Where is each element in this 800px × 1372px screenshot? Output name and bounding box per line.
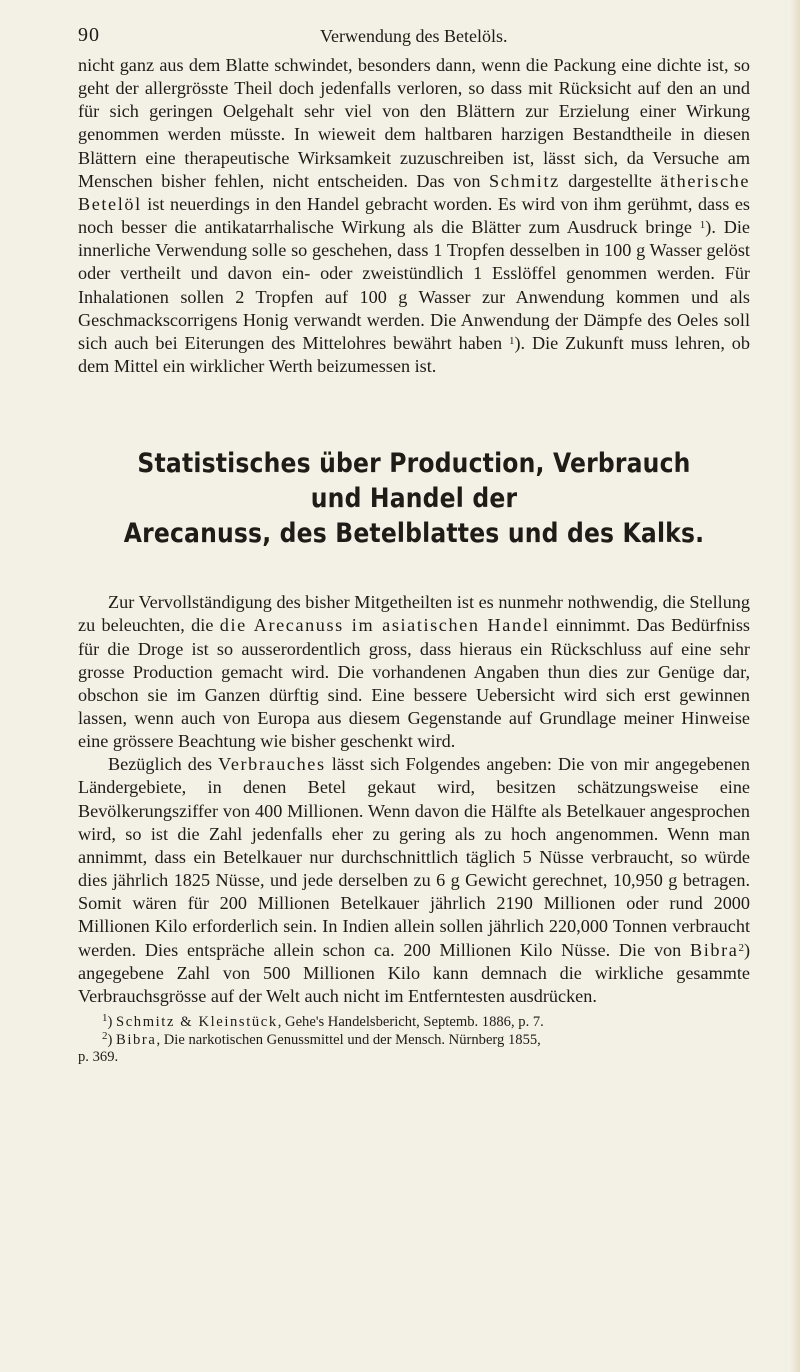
footnotes xyxy=(78,1014,750,1067)
footnote-ref: 2 xyxy=(738,941,744,954)
paragraph-consumption xyxy=(78,753,750,1008)
page xyxy=(78,24,750,1067)
footnote-ref: 1 xyxy=(699,219,706,232)
text: ) angegebene Zahl von 500 Millionen Kilo kann demnach die wirkliche gesammte Verbrauchsgrösse auf der Welt auch nicht im Entferntesten ausdrücken. xyxy=(78,939,750,1006)
text: nicht ganz aus dem Blatte schwindet, besonders dann, wenn die Packung eine dichte ist, so geht der allergrösste Theil doch jedenfalls verloren, so dass mit Rücksicht auf den an und für sich geringen Oelgehalt sehr viel von den Blättern zur Erzielung einer Wirkung genommen werden müsste. In wieweit dem haltbaren harzigen Bestandtheile in diesen Blättern eine therapeutische Wirksamkeit zuzuschreiben ist, lässt sich, da Versuche am Menschen bisher fehlen, nicht entscheiden. Das von xyxy=(78,55,750,191)
footnote-author: Schmitz & Kleinstück xyxy=(116,1014,278,1030)
text: Bezüglich des xyxy=(108,754,219,775)
text: ist neuerdings in den Handel gebracht worden. Es wird von ihm gerühmt, dass es noch besser die antikatarrhalische Wirkung als die Blätter zum Ausdruck bringe xyxy=(78,193,750,238)
section-heading xyxy=(122,446,707,551)
footnote-text: , Gehe's Handelsbericht, Septemb. 1886, p. 7. xyxy=(277,1014,544,1030)
text: lässt sich Folgendes angeben: Die von mir angegebenen Ländergebiete, in denen Betel gekaut wird, besitzen schätzungsweise eine Bevölkerungsziffer von 400 Millionen. Wenn davon die Hälfte als Betelkauer angesprochen wird, so ist die Zahl jedenfalls eher zu gering als zu hoch angenommen. Wenn man annimmt, dass ein Betelkauer nur durchschnittlich täglich 5 Nüsse verbraucht, so würde dies jährlich 1825 Nüsse, und jede derselben zu 6 g Gewicht gerechnet, 10,950 g betragen. Somit wären für 200 Millionen Betelkauer jährlich 2190 Millionen oder rund 2000 Millionen Kilo erforderlich sein. In Indien allein sollen jährlich 220,000 Tonnen verbraucht werden. Dies entspräche allein schon ca. 200 Millionen Kilo Nüsse. Die von xyxy=(78,754,751,960)
text: dargestellte xyxy=(559,170,661,191)
text: ). Die innerliche Verwendung solle so geschehen, dass 1 Tropfen desselben in 100 g Wasser gelöst oder vertheilt und davon ein- oder zweistündlich 1 Esslöffel genommen werden. Für Inhalationen sollen 2 Tropfen auf 100 g Wasser zur Anwendung kommen und als Geschmackscorrigens Honig verwandt werden. Die Anwendung der Dämpfe des Oeles soll sich auch bei Eiterungen des Mittelohres bewährt haben xyxy=(78,217,750,353)
page-header xyxy=(78,24,750,50)
running-title: Verwendung des Betelöls. xyxy=(320,26,508,46)
author-name: Schmitz xyxy=(488,170,560,191)
paragraph-intro xyxy=(78,591,750,753)
footnote-mark: 1 xyxy=(102,1012,108,1024)
footnote-2-continuation: p. 369. xyxy=(78,1049,119,1065)
page-number: 90 xyxy=(78,24,100,46)
emphasized-term: Verbrauches xyxy=(218,754,326,775)
footnote-text: , Die narkotischen Genussmittel und der Mensch. Nürnberg 1855, xyxy=(156,1031,541,1048)
footnote-1: $^1$) Schmitz & Kleinstück, Gehe's Handelsbericht, Septemb. 1886, p. 7. xyxy=(102,1012,544,1030)
text: einnimmt. Das Bedürfniss für die Droge ist so ausserordentlich gross, dass hieraus ein Rückschluss auf eine sehr grosse Production gemacht wird. Die vorhandenen Angaben thun dies zur Genüge dar, obschon sie im Ganzen dürftig sind. Eine bessere Uebersicht wird sich erst gewinnen lassen, wenn auch von Europa aus diesem Gegenstande auf Grundlage meiner Hinweise eine grössere Beachtung wie bisher geschenkt wird. xyxy=(78,615,750,752)
heading-line: Statistisches über Production, Verbrauch und Handel der xyxy=(137,448,691,515)
page-edge-shadow xyxy=(790,0,800,1372)
text: ). Die Zukunft muss lehren, ob dem Mittel ein wirklicher Werth beizumessen ist. xyxy=(78,332,750,377)
text: Zur Vervollständigung des bisher Mitgetheilten ist es nunmehr nothwendig, die Stellung zu beleuchten, die xyxy=(78,592,750,636)
emphasized-term: ätherische Betelöl xyxy=(78,170,751,214)
author-name: Bibra xyxy=(690,939,739,960)
emphasized-term: die Arecanuss im asiatischen Handel xyxy=(219,615,550,636)
footnote-author: Bibra xyxy=(116,1031,157,1048)
footnote-2: $^2$) Bibra, Die narkotischen Genussmittel und der Mensch. Nürnberg 1855, xyxy=(102,1029,541,1048)
heading-line: Arecanuss, des Betelblattes und des Kalks. xyxy=(123,518,705,550)
footnote-mark: 2 xyxy=(102,1029,108,1042)
footnote-ref: 1 xyxy=(508,334,515,347)
paragraph-betel-oil xyxy=(78,54,750,378)
